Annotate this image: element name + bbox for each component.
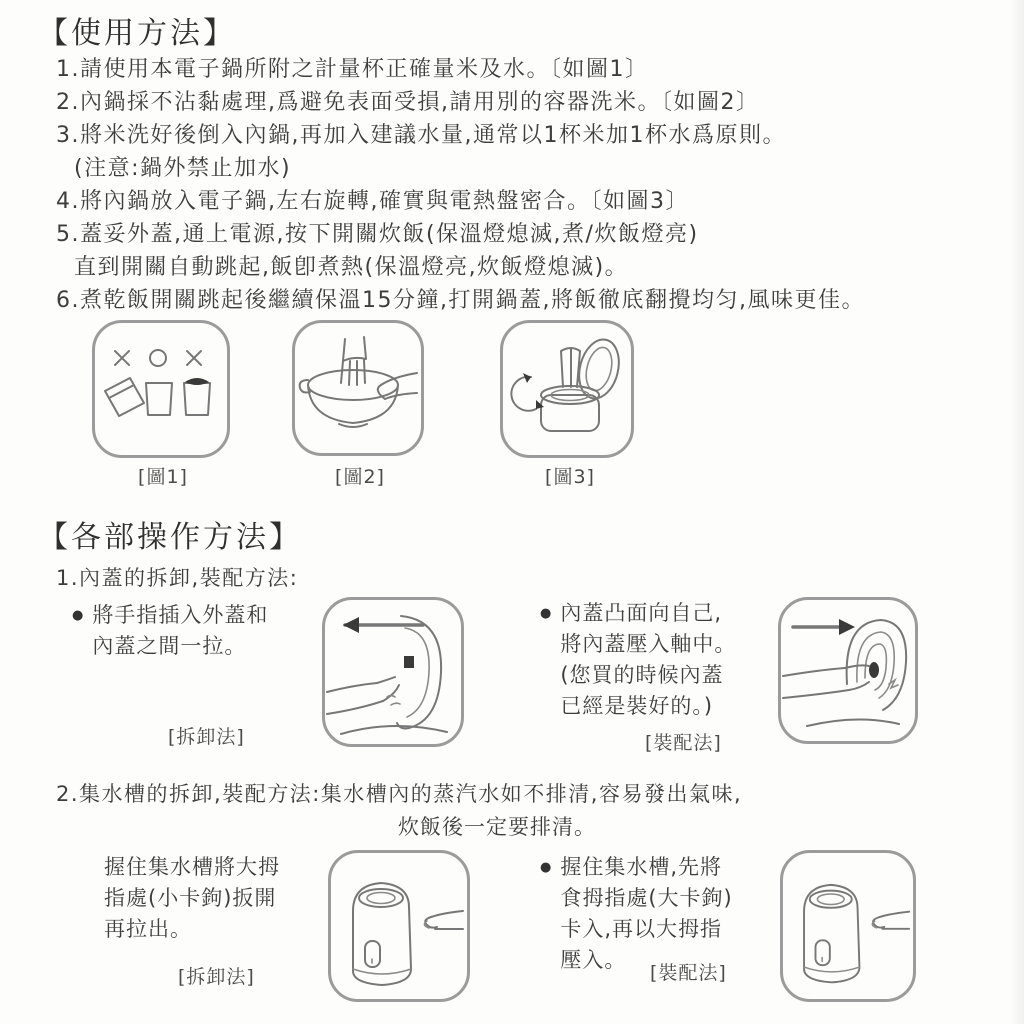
step2-detach-line2: 指處(小卡鉤)扳開 <box>104 886 277 910</box>
usage-step-5: 5.蓋妥外蓋,通上電源,按下開關炊飯(保溫燈熄滅,煮/炊飯燈亮) <box>56 222 699 247</box>
step2-attach-line3: 卡入,再以大拇指 <box>560 917 723 941</box>
step2-detach-line3: 再拉出。 <box>104 917 192 941</box>
step2-attach-label: [裝配法] <box>650 962 727 984</box>
usage-step-1: 1.請使用本電子鍋所附之計量杯正確量米及水。〔如圖1〕 <box>56 57 649 82</box>
press-drip-collector-icon <box>783 853 912 998</box>
figure-2-label: [圖2] <box>335 466 385 488</box>
step1-attach-line1: 內蓋凸面向自己, <box>560 601 723 625</box>
step1-detach-text <box>72 600 268 662</box>
press-inner-lid-icon <box>781 600 914 740</box>
step1-attach-text <box>540 598 736 722</box>
parts-section-title: 【各部操作方法】 <box>38 520 302 555</box>
step1-attach-line3: (您買的時候內蓋 <box>560 663 724 687</box>
usage-section-title: 【使用方法】 <box>38 16 236 51</box>
step1-attach-line2: 將內蓋壓入軸中。 <box>560 632 737 656</box>
step2-detach-text <box>104 852 280 945</box>
figure-1-label: [圖1] <box>138 466 188 488</box>
step1-detach-box <box>322 597 464 747</box>
figure-3-label: [圖3] <box>545 466 595 488</box>
figure-1-box <box>92 320 230 458</box>
usage-step-5-cont: 直到開關自動跳起,飯卽煮熱(保溫燈亮,炊飯燈熄滅)。 <box>74 255 629 280</box>
step1-detach-label: [拆卸法] <box>168 726 245 748</box>
step1-attach-box <box>778 597 918 744</box>
bullet-dot: ● <box>72 608 85 623</box>
step1-detach-line1: 將手指插入外蓋和 <box>92 603 269 627</box>
step2-detach-label: [拆卸法] <box>178 966 255 988</box>
usage-step-3-note: (注意:鍋外禁止加水) <box>74 156 292 181</box>
figure-2-box <box>292 320 424 456</box>
bullet-dot: ● <box>540 606 553 621</box>
usage-step-4: 4.將內鍋放入電子鍋,左右旋轉,確實與電熱盤密合。〔如圖3〕 <box>56 189 689 214</box>
step1-detach-line2: 內蓋之間一拉。 <box>92 634 247 658</box>
step2-attach-line4: 壓入。 <box>560 948 627 972</box>
pull-drip-collector-icon <box>331 853 466 998</box>
pull-inner-lid-icon <box>325 600 460 743</box>
usage-step-3: 3.將米洗好後倒入內鍋,再加入建議水量,通常以1杯米加1杯水爲原則。 <box>56 123 786 148</box>
step2-attach-line2: 食拇指處(大卡鉤) <box>560 886 733 910</box>
bullet-dot: ● <box>540 860 553 875</box>
step2-heading-cont: 炊飯後一定要排清。 <box>398 815 596 839</box>
step1-attach-line4: 已經是裝好的。) <box>560 694 714 718</box>
step2-detach-line1: 握住集水槽將大拇 <box>104 855 280 879</box>
measuring-cup-orientation-icon <box>95 323 226 454</box>
step1-attach-label: [裝配法] <box>645 732 722 754</box>
step2-attach-box <box>780 850 916 1002</box>
step2-detach-box <box>328 850 470 1002</box>
wash-rice-in-bowl-icon <box>295 323 420 452</box>
usage-step-6: 6.煮乾飯開關跳起後繼續保溫15分鐘,打開鍋蓋,將飯徹底翻攪均匀,風味更佳。 <box>56 288 865 313</box>
step2-heading: 2.集水槽的拆卸,裝配方法:集水槽內的蒸汽水如不排清,容易發出氣味, <box>56 782 743 806</box>
step1-heading: 1.內蓋的拆卸,裝配方法: <box>56 566 299 590</box>
step2-attach-line1: 握住集水槽,先將 <box>560 855 723 879</box>
figure-3-box <box>500 320 634 458</box>
usage-step-2: 2.內鍋採不沾黏處理,爲避免表面受損,請用別的容器洗米。〔如圖2〕 <box>56 90 760 115</box>
rotate-inner-pot-icon <box>503 323 630 454</box>
